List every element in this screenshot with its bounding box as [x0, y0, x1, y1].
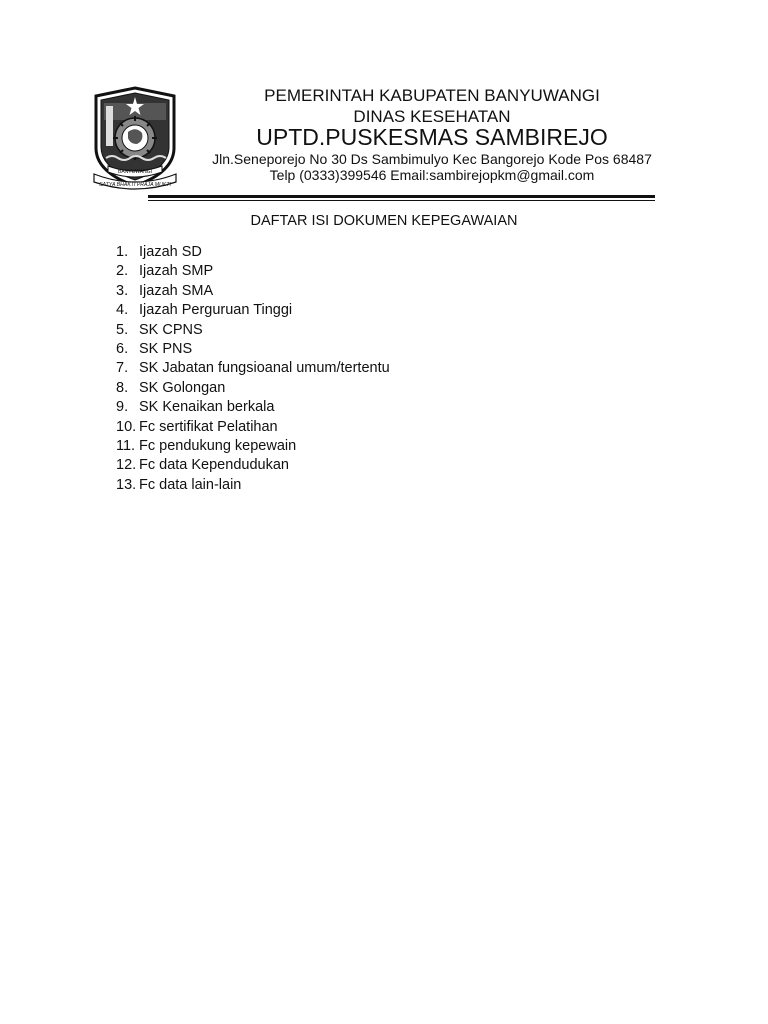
header-contact: Telp (0333)399546 Email:sambirejopkm@gmail.com — [269, 167, 595, 183]
list-item — [116, 456, 390, 475]
regency-emblem-icon — [92, 86, 178, 192]
list-item-text: Ijazah Perguruan Tinggi — [139, 302, 293, 319]
header-address: Jln.Seneporejo No 30 Ds Sambimulyo Kec Bangorejo Kode Pos 68487 — [212, 151, 652, 167]
list-item — [116, 359, 390, 378]
list-item — [116, 301, 390, 320]
list-item — [116, 476, 390, 495]
list-item — [116, 340, 390, 359]
list-item-number: 4. — [116, 302, 129, 319]
list-item-text: SK Kenaikan berkala — [139, 399, 275, 416]
list-item-number: 5. — [116, 321, 129, 338]
list-item — [116, 418, 390, 437]
list-item-number: 13. — [116, 476, 137, 493]
list-item-number: 6. — [116, 340, 129, 357]
svg-text:BANYUWANGI: BANYUWANGI — [118, 169, 152, 175]
list-item-number: 9. — [116, 399, 129, 416]
list-item-number: 3. — [116, 282, 129, 299]
list-item — [116, 321, 390, 340]
list-item — [116, 282, 390, 301]
list-item — [116, 262, 390, 281]
list-item-text: SK PNS — [139, 340, 193, 357]
list-item-text: Ijazah SD — [139, 244, 202, 260]
list-item-number: 8. — [116, 379, 129, 396]
list-item-text: Fc data Kependudukan — [139, 457, 289, 474]
list-item-number: 2. — [116, 263, 129, 280]
list-item-text: Ijazah SMP — [139, 263, 214, 280]
list-item-text: Fc sertifikat Pelatihan — [139, 418, 278, 435]
list-item-number: 7. — [116, 360, 129, 377]
list-item-text: Fc pendukung kepewain — [139, 437, 297, 454]
list-item-text: SK Jabatan fungsioanal umum/tertentu — [139, 360, 390, 377]
list-item-text: SK CPNS — [139, 321, 203, 338]
letterhead-rule-thin — [148, 200, 655, 201]
svg-text:SATYA BHAKTI PRAJA MUKTI: SATYA BHAKTI PRAJA MUKTI — [99, 182, 171, 188]
document-title: DAFTAR ISI DOKUMEN KEPEGAWAIAN — [250, 213, 518, 229]
letterhead-rule-thick — [148, 195, 655, 198]
header-institution-name: UPTD.PUSKESMAS SAMBIREJO — [256, 124, 608, 150]
list-item — [116, 379, 390, 398]
list-item-number: 11. — [116, 437, 136, 454]
list-item — [116, 437, 390, 456]
list-item-text: Ijazah SMA — [139, 282, 214, 299]
list-item-text: SK Golongan — [139, 379, 226, 396]
list-item-number: 1. — [116, 244, 129, 260]
list-item-number: 10. — [116, 418, 137, 435]
document-list — [116, 243, 390, 495]
list-item-number: 12. — [116, 457, 137, 474]
header-agency-line: DINAS KESEHATAN — [353, 107, 511, 126]
header-government-line: PEMERINTAH KABUPATEN BANYUWANGI — [264, 86, 600, 105]
list-item — [116, 398, 390, 417]
list-item-text: Fc data lain-lain — [139, 476, 242, 493]
list-item — [116, 243, 390, 262]
